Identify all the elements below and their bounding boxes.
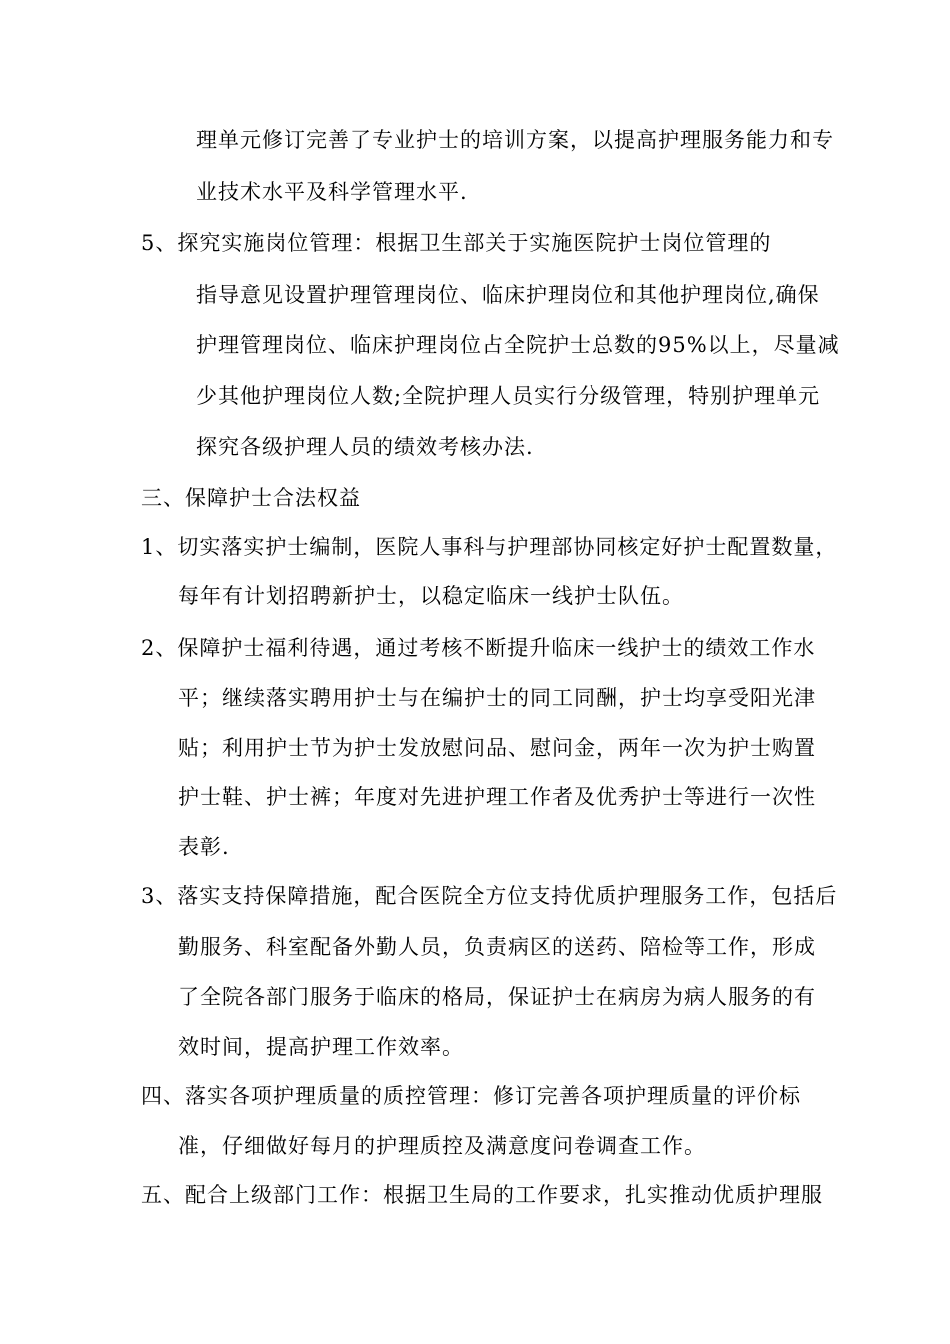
- text-line-3: 5、探究实施岗位管理：根据卫生部关于实施医院护士岗位管理的: [141, 231, 772, 255]
- text-line-16: 3、落实支持保障措施，配合医院全方位支持优质护理服务工作，包括后: [141, 884, 838, 908]
- text-line-18: 了全院各部门服务于临床的格局，保证护士在病房为病人服务的有: [178, 985, 816, 1009]
- text-line-1: 理单元修订完善了专业护士的培训方案，以提高护理服务能力和专: [196, 128, 834, 152]
- text-line-17: 勤服务、科室配备外勤人员，负责病区的送药、陪检等工作，形成: [178, 935, 816, 959]
- text-line-2: 业技术水平及科学管理水平.: [196, 180, 468, 204]
- text-line-5: 护理管理岗位、临床护理岗位占全院护士总数的95%以上，尽量减: [196, 333, 840, 357]
- text-line-7: 探究各级护理人员的绩效考核办法.: [196, 435, 534, 459]
- section-heading-5: 五、配合上级部门工作：根据卫生局的工作要求，扎实推动优质护理服: [141, 1183, 823, 1207]
- text-line-13: 贴；利用护士节为护士发放慰问品、慰问金，两年一次为护士购置: [178, 736, 816, 760]
- text-line-21: 准，仔细做好每月的护理质控及满意度问卷调查工作。: [178, 1134, 706, 1158]
- text-line-6: 少其他护理岗位人数;全院护理人员实行分级管理，特别护理单元: [196, 384, 821, 408]
- text-line-9: 1、切实落实护士编制，医院人事科与护理部协同核定好护士配置数量，: [141, 535, 838, 559]
- text-line-14: 护士鞋、护士裤；年度对先进护理工作者及优秀护士等进行一次性: [178, 785, 816, 809]
- text-line-10: 每年有计划招聘新护士，以稳定临床一线护士队伍。: [178, 584, 684, 608]
- section-heading-4: 四、落实各项护理质量的质控管理：修订完善各项护理质量的评价标: [141, 1084, 801, 1108]
- text-line-4: 指导意见设置护理管理岗位、临床护理岗位和其他护理岗位,确保: [196, 283, 820, 307]
- text-line-12: 平；继续落实聘用护士与在编护士的同工同酬，护士均享受阳光津: [178, 686, 816, 710]
- text-line-15: 表彰.: [178, 835, 230, 859]
- text-line-19: 效时间，提高护理工作效率。: [178, 1035, 464, 1059]
- section-heading-3: 三、保障护士合法权益: [141, 486, 361, 510]
- text-line-11: 2、保障护士福利待遇，通过考核不断提升临床一线护士的绩效工作水: [141, 636, 816, 660]
